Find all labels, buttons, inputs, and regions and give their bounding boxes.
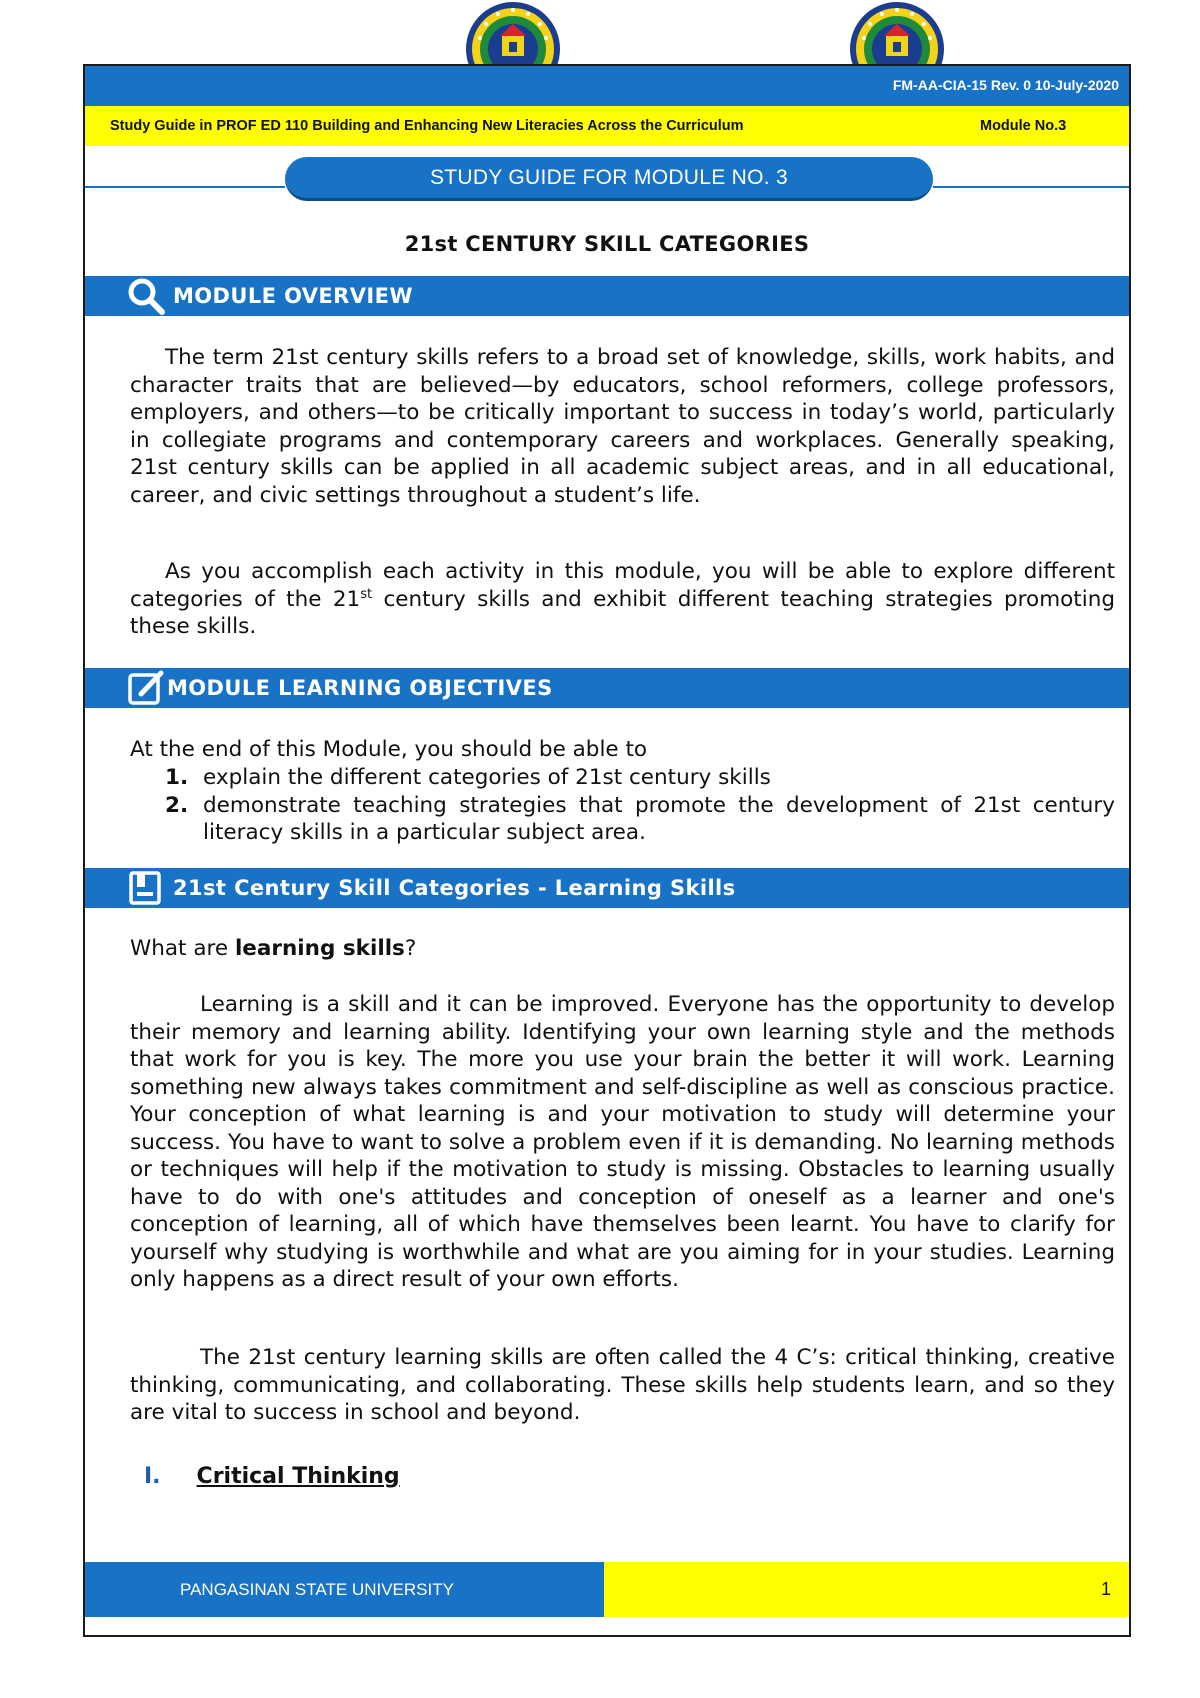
objective-text: demonstrate teaching strategies that promote the development of 21st century literacy skills in a particular subject area. <box>203 792 1115 845</box>
footer-university-name: PANGASINAN STATE UNIVERSITY <box>180 1580 454 1599</box>
subheading-critical-thinking <box>144 1464 400 1489</box>
banner-rule-right <box>933 186 1129 188</box>
study-guide-banner-label: STUDY GUIDE FOR MODULE NO. 3 <box>429 165 789 189</box>
objective-number: 2. <box>165 792 189 818</box>
pencil-edit-icon <box>125 669 167 707</box>
document-title: 21st CENTURY SKILL CATEGORIES <box>404 232 810 256</box>
objective-item-2 <box>130 792 1115 847</box>
subheading-text: Critical Thinking <box>196 1464 400 1489</box>
overview-paragraph-2-end: century skills and exhibit different teaching strategies promoting these skills. <box>130 586 1115 639</box>
section-learning-skills <box>85 868 1129 908</box>
question-suffix: ? <box>404 936 417 961</box>
page-number: 1 <box>1100 1579 1111 1599</box>
question-prefix: What are <box>130 936 235 961</box>
section-learning-objectives <box>85 668 1129 708</box>
overview-paragraph-2-start: As you accomplish each activity in this module, you will be able to explore different categories of the 21 <box>130 559 1115 612</box>
magnifier-icon <box>125 277 167 315</box>
university-logo-right <box>848 0 946 64</box>
objective-number: 1. <box>165 765 189 790</box>
ordinal-superscript: st <box>360 586 373 602</box>
learning-skills-paragraph-1: Learning is a skill and it can be improved. Everyone has the opportunity to develop their memory and learning ability. Identifying your own learning style and the methods that work for you is key. The more you use your brain the better it will work. Learning something new always takes commitment and self-discipline as well as conscious practice. Your conception of what learning is and your motivation to study will determine your success. You have to want to solve a problem even if it is demanding. No learning methods or techniques will help if the motivation to study is missing. Obstacles to learning usually have to do with one's attitudes and conception of oneself as a learner and one's conception of learning, all of which have themselves been learnt. You have to clarify for yourself why studying is worthwhile and what are you aiming for in your studies. Learning only happens as a direct result of your own efforts. <box>130 992 1115 1292</box>
section-module-overview <box>85 276 1129 316</box>
roman-numeral: I. <box>144 1464 161 1489</box>
header-course-bar <box>85 106 1129 146</box>
objective-item-1 <box>130 764 1115 792</box>
learning-skills-question <box>130 935 1115 963</box>
book-icon <box>125 869 167 907</box>
form-code: FM-AA-CIA-15 Rev. 0 10-July-2020 <box>892 77 1119 93</box>
section-learning-objectives-label: MODULE LEARNING OBJECTIVES <box>167 676 553 700</box>
footer-university-bar <box>85 1562 604 1617</box>
objective-text: explain the different categories of 21st century skills <box>203 765 771 790</box>
section-learning-skills-label: 21st Century Skill Categories - Learning Skills <box>173 876 736 900</box>
header-form-bar <box>85 66 1129 106</box>
objectives-list <box>130 764 1115 847</box>
objectives-intro: At the end of this Module, you should be able to <box>130 737 648 762</box>
university-logo-left <box>464 0 562 64</box>
study-guide-banner <box>285 157 933 201</box>
module-number: Module No.3 <box>980 118 1067 134</box>
banner-rule-left <box>85 186 285 188</box>
question-keyword: learning skills <box>234 936 405 961</box>
footer-page-bar <box>604 1562 1129 1617</box>
overview-paragraph-2 <box>130 558 1115 641</box>
page-frame <box>83 64 1131 1637</box>
section-module-overview-label: MODULE OVERVIEW <box>173 284 413 308</box>
overview-paragraph-1: The term 21st century skills refers to a broad set of knowledge, skills, work habits, and character traits that are believed—by educators, school reformers, college professors, employers, and others—to be critically important to success in today’s world, particularly in collegiate programs and contemporary careers and workplaces. Generally speaking, 21st century skills can be applied in all academic subject areas, and in all educational, career, and civic settings throughout a student’s life. <box>130 345 1115 508</box>
learning-skills-paragraph-2: The 21st century learning skills are often called the 4 C’s: critical thinking, creative thinking, communicating, and collaborating. These skills help students learn, and so they are vital to success in school and beyond. <box>130 1345 1115 1425</box>
study-guide-title: Study Guide in PROF ED 110 Building and Enhancing New Literacies Across the Curriculum <box>110 118 744 134</box>
